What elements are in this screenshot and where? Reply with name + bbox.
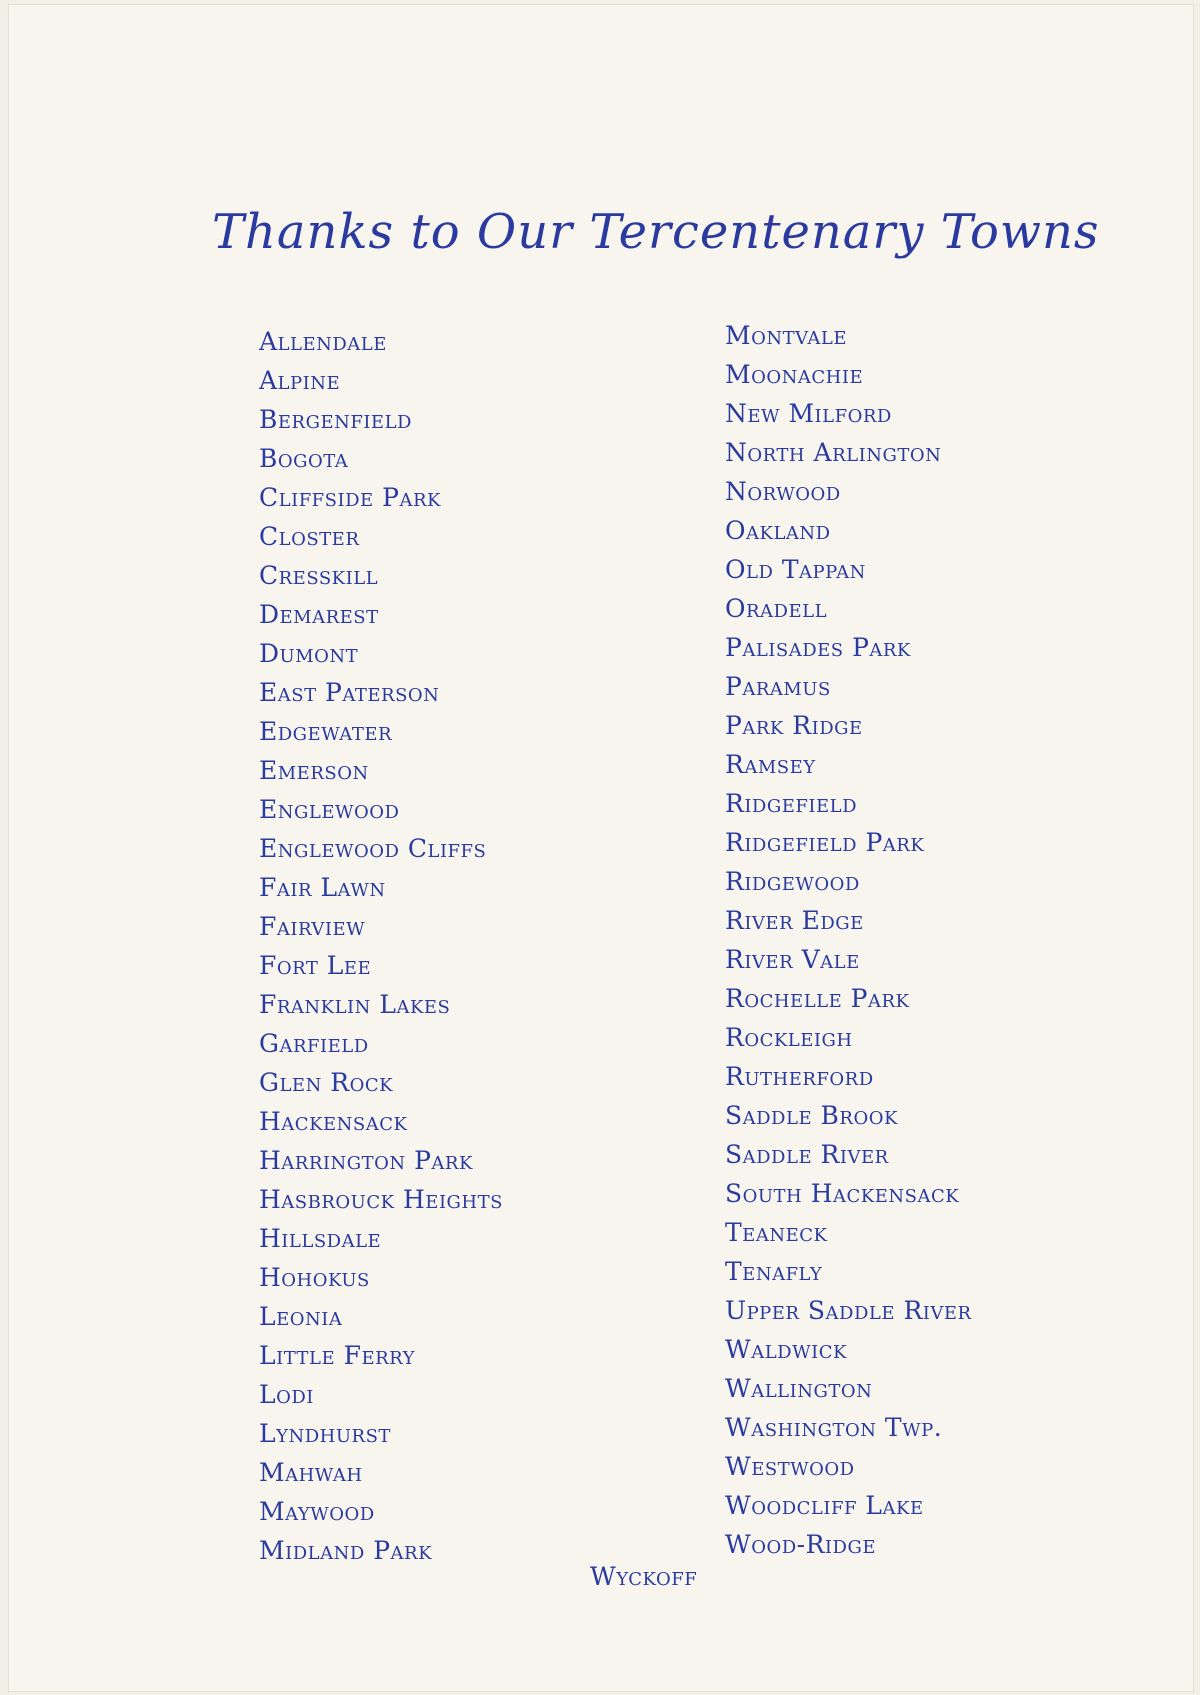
town-name: Dumont	[259, 639, 359, 668]
town-name: Ramsey	[725, 750, 816, 779]
town-name: Hohokus	[259, 1263, 370, 1292]
town-name: Palisades Park	[725, 633, 911, 662]
towns-right-column	[725, 316, 972, 1564]
final-town: Wyckoff	[590, 1562, 698, 1591]
town-name: Franklin Lakes	[259, 990, 451, 1019]
town-name: Hackensack	[259, 1107, 408, 1136]
town-name: Mahwah	[259, 1458, 363, 1487]
town-name: Rutherford	[725, 1062, 874, 1091]
town-name: Wood-Ridge	[725, 1530, 876, 1559]
town-name: Allendale	[259, 327, 387, 356]
town-name: Waldwick	[725, 1335, 847, 1364]
town-name: Ridgewood	[725, 867, 860, 896]
town-name: Fair Lawn	[259, 873, 386, 902]
town-name: River Vale	[725, 945, 860, 974]
town-name: Englewood	[259, 795, 400, 824]
town-name: Harrington Park	[259, 1146, 473, 1175]
town-name: Hasbrouck Heights	[259, 1185, 503, 1214]
town-name: Closter	[259, 522, 360, 551]
town-name: South Hackensack	[725, 1179, 960, 1208]
town-name: River Edge	[725, 906, 864, 935]
town-name: Little Ferry	[259, 1341, 416, 1370]
town-name: Tenafly	[725, 1257, 823, 1286]
town-name: Maywood	[259, 1497, 375, 1526]
town-name: Ridgefield	[725, 789, 858, 818]
town-name: Garfield	[259, 1029, 369, 1058]
town-name: Hillsdale	[259, 1224, 382, 1253]
town-name: Emerson	[259, 756, 369, 785]
page-title: Thanks to Our Tercentenary Towns	[212, 204, 1100, 260]
town-name: Lyndhurst	[259, 1419, 391, 1448]
town-name: Cliffside Park	[259, 483, 441, 512]
town-name: Rochelle Park	[725, 984, 910, 1013]
town-name: Fairview	[259, 912, 366, 941]
town-name: Edgewater	[259, 717, 393, 746]
town-name: Teaneck	[725, 1218, 828, 1247]
town-name: Woodcliff Lake	[725, 1491, 924, 1520]
town-name: Wallington	[725, 1374, 873, 1403]
town-name: Washington Twp.	[725, 1413, 943, 1442]
town-name: New Milford	[725, 399, 892, 428]
town-name: Moonachie	[725, 360, 864, 389]
town-name: Rockleigh	[725, 1023, 853, 1052]
town-name: Ridgefield Park	[725, 828, 925, 857]
town-name: Norwood	[725, 477, 841, 506]
town-name: Saddle River	[725, 1140, 889, 1169]
town-name: Fort Lee	[259, 951, 372, 980]
town-name: Demarest	[259, 600, 379, 629]
town-name: Lodi	[259, 1380, 314, 1409]
town-name: Bergenfield	[259, 405, 412, 434]
town-name: Alpine	[259, 366, 341, 395]
town-name: Oakland	[725, 516, 831, 545]
page	[8, 4, 1194, 1692]
town-name: Saddle Brook	[725, 1101, 898, 1130]
town-name: Cresskill	[259, 561, 379, 590]
town-name: Midland Park	[259, 1536, 433, 1565]
town-name: East Paterson	[259, 678, 440, 707]
town-name: Glen Rock	[259, 1068, 394, 1097]
town-name: Westwood	[725, 1452, 855, 1481]
town-name: Park Ridge	[725, 711, 863, 740]
town-name: Oradell	[725, 594, 828, 623]
town-name: Paramus	[725, 672, 831, 701]
town-name: Old Tappan	[725, 555, 866, 584]
towns-left-column	[259, 322, 503, 1570]
town-name: North Arlington	[725, 438, 942, 467]
town-name: Englewood Cliffs	[259, 834, 487, 863]
town-name: Montvale	[725, 321, 847, 350]
town-name: Leonia	[259, 1302, 343, 1331]
town-name: Bogota	[259, 444, 349, 473]
town-name: Upper Saddle River	[725, 1296, 972, 1325]
